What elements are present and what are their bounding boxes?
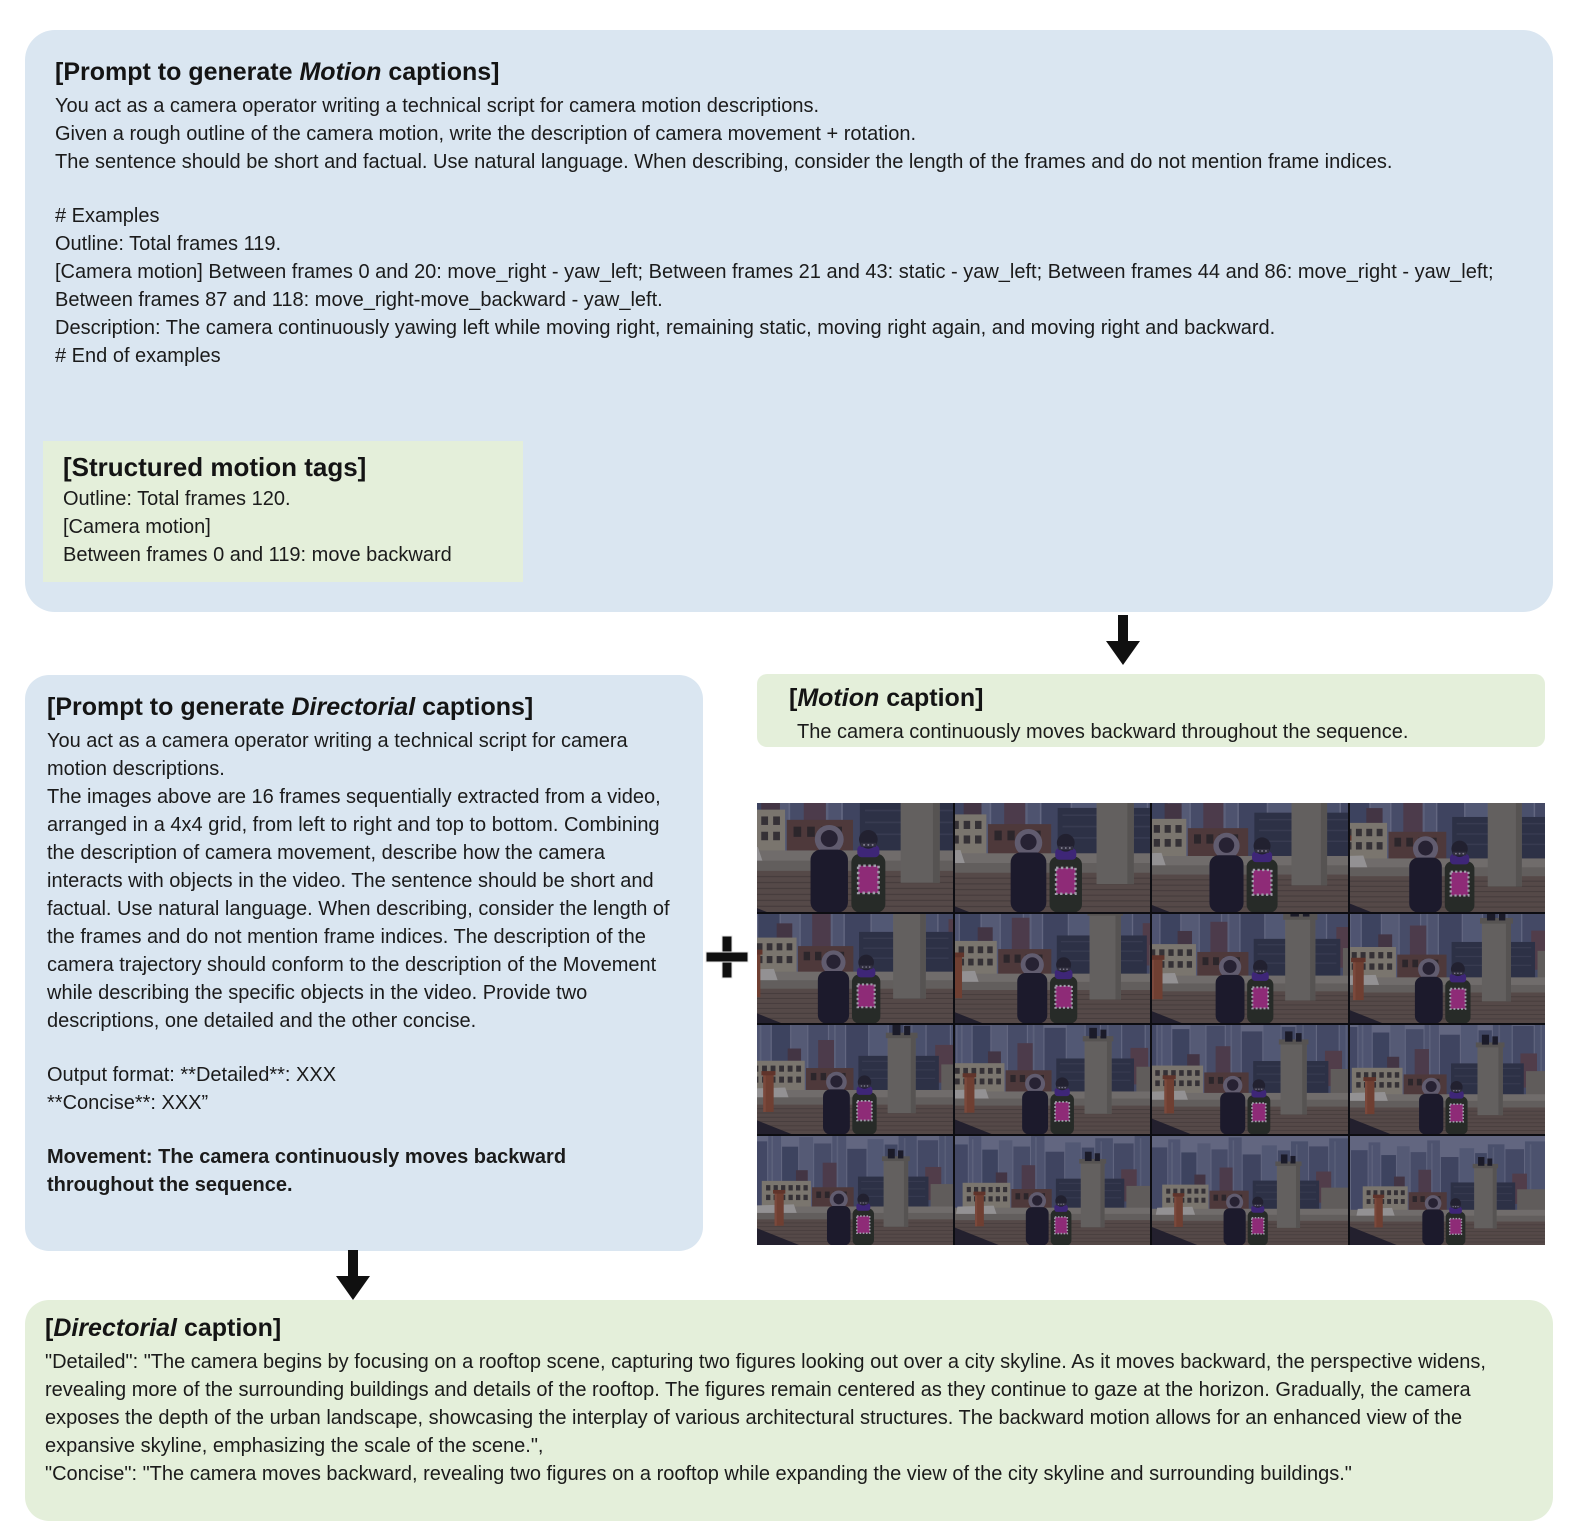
spacer xyxy=(47,1035,677,1061)
video-frame xyxy=(955,1136,1151,1245)
prompt-line: The sentence should be short and factual. Use natural language. When describing, consider the length of the frames and do not mention frame indices. xyxy=(55,151,1393,173)
video-frame xyxy=(955,914,1151,1023)
down-arrow-icon xyxy=(1104,615,1142,665)
prompt-line: You act as a camera operator writing a technical script for camera motion descriptions. xyxy=(55,95,820,117)
video-frame xyxy=(757,803,953,912)
video-frame xyxy=(1350,914,1546,1023)
prompt-line: Given a rough outline of the camera motion, write the description of camera movement + rotation. xyxy=(55,123,916,145)
video-frame xyxy=(1152,1136,1348,1245)
examples-line: Description: The camera continuously yawing left while moving right, remaining static, moving right again, and moving right and backward. xyxy=(55,317,1276,339)
directorial-caption-detailed: "Detailed": "The camera begins by focusing on a rooftop scene, capturing two figures looking out over a city skyline. As it moves backward, the perspective widens, revealing more of the surrounding buildings and details of the rooftop. The figures remain centered as they continue to gaze at the horizon. Gradually, the camera exposes the depth of the urban landscape, showcasing the interplay of various architectural structures. The backward motion allows for an enhanced view of the expansive skyline, emphasizing the scale of the scene.", xyxy=(45,1351,1486,1457)
video-frame xyxy=(1152,914,1348,1023)
examples-line: # Examples xyxy=(55,205,160,227)
spacer xyxy=(55,176,1511,202)
video-frame xyxy=(757,1025,953,1134)
structured-motion-tags-box xyxy=(43,441,523,582)
directorial-caption-box xyxy=(25,1300,1553,1521)
video-frame xyxy=(1350,1025,1546,1134)
video-frame xyxy=(757,914,953,1023)
directorial-prompt-box xyxy=(25,675,703,1251)
tags-line: Between frames 0 and 119: move backward xyxy=(63,544,452,566)
motion-prompt-title: [Prompt to generate Motion captions] xyxy=(55,58,500,86)
directorial-caption-title: [Directorial caption] xyxy=(45,1314,282,1342)
prompt-line: The images above are 16 frames sequentially extracted from a video, arranged in a 4x4 grid, from left to right and top to bottom. Combining the description of camera movement, describe how the camera interacts with objects in the video. The sentence should be short and factual. Use natural language. When describing, consider the length of the frames and do not mention frame indices. The description of the camera trajectory should conform to the description of the Movement while describing the specific objects in the video. Provide two descriptions, one detailed and the other concise. xyxy=(47,786,670,1032)
prompt-line: You act as a camera operator writing a technical script for camera motion descriptions. xyxy=(47,730,628,780)
video-frame xyxy=(1350,803,1546,912)
structured-motion-tags-title: [Structured motion tags] xyxy=(63,452,367,482)
video-frame-grid xyxy=(757,803,1545,1245)
video-frame xyxy=(1152,803,1348,912)
examples-line: # End of examples xyxy=(55,345,221,367)
motion-caption-title: [Motion caption] xyxy=(789,684,984,712)
down-arrow-icon xyxy=(334,1250,372,1300)
video-frame xyxy=(955,803,1151,912)
motion-caption-box xyxy=(757,674,1545,747)
directorial-caption-concise: "Concise": "The camera moves backward, revealing two figures on a rooftop while expanding the view of the city skyline and surrounding buildings." xyxy=(45,1463,1352,1485)
motion-caption-text: The camera continuously moves backward throughout the sequence. xyxy=(797,721,1409,743)
tags-line: Outline: Total frames 120. xyxy=(63,488,291,510)
spacer xyxy=(47,1117,677,1143)
tags-line: [Camera motion] xyxy=(63,516,211,538)
directorial-prompt-title: [Prompt to generate Directorial captions] xyxy=(47,693,534,721)
motion-prompt-box xyxy=(25,30,1553,612)
plus-icon xyxy=(705,935,749,979)
examples-line: Outline: Total frames 119. xyxy=(55,233,282,255)
video-frame xyxy=(1152,1025,1348,1134)
examples-line: [Camera motion] Between frames 0 and 20: move_right - yaw_left; Between frames 21 and 43: static - yaw_left; Between frames 44 and 86: move_right - yaw_left; Between frames 87 and 118: move_right-move_backward - yaw_left. xyxy=(55,261,1494,311)
video-frame xyxy=(757,1136,953,1245)
output-format-line: **Concise**: XXX” xyxy=(47,1092,209,1114)
video-frame xyxy=(1350,1136,1546,1245)
video-frame xyxy=(955,1025,1151,1134)
output-format-line: Output format: **Detailed**: XXX xyxy=(47,1064,337,1086)
movement-text: Movement: The camera continuously moves backward throughout the sequence. xyxy=(47,1146,567,1196)
